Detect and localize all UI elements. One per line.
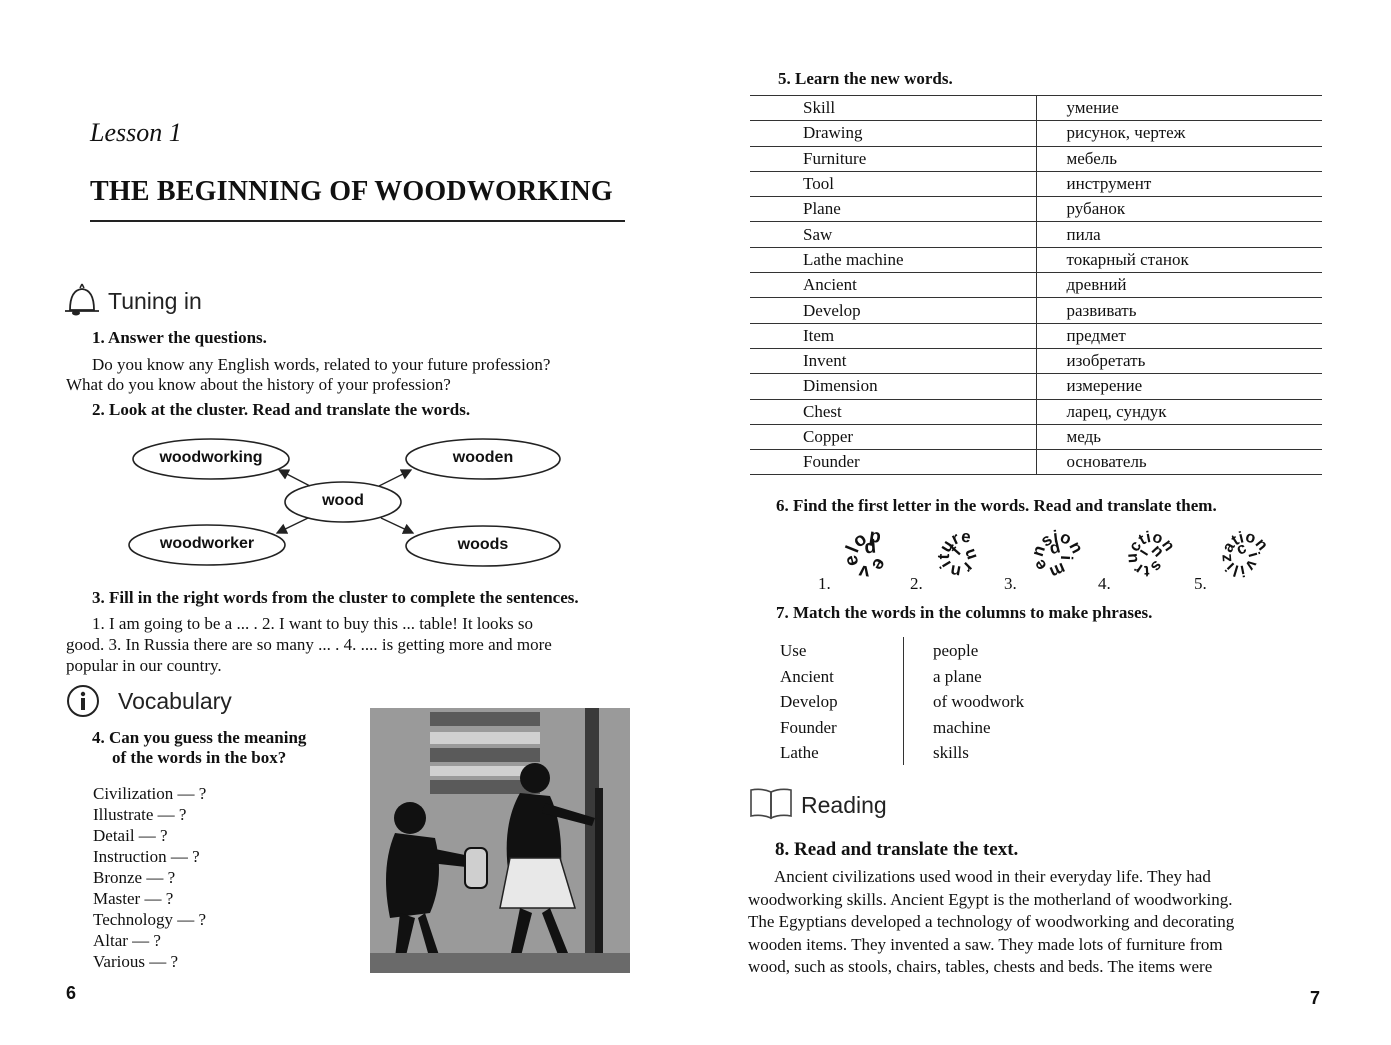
spiral-word-2 bbox=[928, 522, 998, 592]
table-row bbox=[750, 96, 1322, 121]
task-3-heading: 3. Fill in the right words from the cluster to complete the sentences. bbox=[92, 588, 579, 607]
match-right-item: people bbox=[933, 641, 979, 660]
spiral-number: 3. bbox=[1004, 574, 1017, 593]
word-en: Ancient bbox=[750, 273, 1036, 298]
task-4-line-1: 4. Can you guess the meaning bbox=[92, 728, 307, 747]
vocab-item: Altar — ? bbox=[93, 931, 161, 950]
match-right-item: machine bbox=[933, 717, 991, 737]
cluster-node-woodworking: woodworking bbox=[159, 449, 263, 466]
word-ru: древний bbox=[1036, 273, 1322, 298]
word-en: Furniture bbox=[750, 146, 1036, 171]
spiral-number: 1. bbox=[818, 574, 831, 593]
table-row bbox=[750, 399, 1322, 424]
vocab-item: Illustrate — ? bbox=[93, 805, 187, 824]
word-en: Saw bbox=[750, 222, 1036, 247]
spiral-text: dimension bbox=[1027, 526, 1087, 583]
vocab-item: Instruction — ? bbox=[93, 847, 200, 866]
table-row bbox=[750, 222, 1322, 247]
word-ru: ларец, сундук bbox=[1036, 399, 1322, 424]
match-left-item: Lathe bbox=[780, 743, 819, 762]
task-2-heading: 2. Look at the cluster. Read and translate the words. bbox=[92, 400, 471, 419]
tuning-in-heading: Tuning in bbox=[108, 288, 202, 314]
cluster-node-wood: wood bbox=[322, 492, 364, 509]
open-book-icon bbox=[748, 786, 794, 820]
table-row bbox=[750, 171, 1322, 196]
spiral-text: instruction bbox=[1123, 528, 1178, 580]
vocab-item: Various — ? bbox=[93, 952, 178, 971]
vocabulary-box bbox=[93, 783, 206, 972]
task-1-line-1: Do you know any English words, related to your future profession? bbox=[92, 355, 551, 374]
egyptian-woodworkers-image bbox=[370, 708, 630, 973]
word-ru: предмет bbox=[1036, 323, 1322, 348]
match-left-item: Ancient bbox=[780, 666, 834, 686]
reading-line: wood, such as stools, chairs, tables, chests and beds. The items were bbox=[748, 957, 1213, 976]
word-ru: умение bbox=[1036, 96, 1322, 121]
match-left-item: Develop bbox=[780, 692, 838, 711]
word-ru: медь bbox=[1036, 424, 1322, 449]
svg-text:civilization bbox=[1218, 529, 1271, 579]
word-en: Skill bbox=[750, 96, 1036, 121]
cluster-node-wooden: wooden bbox=[452, 449, 514, 466]
task-1-heading: 1. Answer the questions. bbox=[92, 328, 267, 347]
match-right-item: a plane bbox=[933, 666, 982, 686]
match-right-item: skills bbox=[933, 743, 969, 762]
spiral-text: develop bbox=[840, 525, 891, 583]
word-en: Dimension bbox=[750, 374, 1036, 399]
vocab-item: Bronze — ? bbox=[93, 868, 176, 887]
vocab-item: Master — ? bbox=[93, 889, 174, 908]
task-4-line-2: of the words in the box? bbox=[112, 748, 287, 767]
table-row bbox=[750, 197, 1322, 222]
word-ru: рисунок, чертеж bbox=[1036, 121, 1322, 146]
cluster-node-woods: woods bbox=[457, 536, 509, 553]
table-row bbox=[750, 450, 1322, 475]
word-ru: инструмент bbox=[1036, 171, 1322, 196]
info-icon bbox=[66, 684, 100, 718]
spiral-word-1 bbox=[836, 522, 906, 592]
word-en: Invent bbox=[750, 348, 1036, 373]
task-3-line-2: good. 3. In Russia there are so many ... . 4. .... is getting more and more bbox=[66, 635, 552, 654]
word-en: Plane bbox=[750, 197, 1036, 222]
word-ru: рубанок bbox=[1036, 197, 1322, 222]
spiral-word-3 bbox=[1022, 522, 1092, 592]
bell-icon bbox=[62, 282, 102, 318]
match-left-item: Use bbox=[780, 641, 807, 660]
table-row bbox=[750, 273, 1322, 298]
word-ru: развивать bbox=[1036, 298, 1322, 323]
cluster-node-woodworker: woodworker bbox=[159, 535, 255, 552]
word-en: Founder bbox=[750, 450, 1036, 475]
word-cluster bbox=[125, 430, 570, 580]
lesson-number: Lesson 1 bbox=[90, 118, 182, 147]
word-en: Chest bbox=[750, 399, 1036, 424]
vocab-item: Technology — ? bbox=[93, 910, 207, 929]
task-3-line-3: popular in our country. bbox=[66, 656, 222, 675]
svg-text:instruction bbox=[1124, 529, 1178, 579]
spiral-word-5 bbox=[1210, 522, 1280, 592]
table-row bbox=[750, 348, 1322, 373]
spiral-number: 2. bbox=[910, 574, 923, 593]
table-row bbox=[750, 247, 1322, 272]
svg-text:develop bbox=[840, 525, 890, 582]
word-en: Copper bbox=[750, 424, 1036, 449]
word-ru: токарный станок bbox=[1036, 247, 1322, 272]
task-8-heading: 8. Read and translate the text. bbox=[775, 839, 1019, 860]
task-6-heading: 6. Find the first letter in the words. Read and translate them. bbox=[776, 496, 1217, 515]
reading-line: Ancient civilizations used wood in their everyday life. They had bbox=[774, 867, 1211, 886]
word-ru: изобретать bbox=[1036, 348, 1322, 373]
reading-line: The Egyptians developed a technology of woodworking and decorating bbox=[748, 912, 1235, 931]
word-en: Lathe machine bbox=[750, 247, 1036, 272]
table-row bbox=[750, 121, 1322, 146]
word-ru: мебель bbox=[1036, 146, 1322, 171]
task-1-line-2: What do you know about the history of your profession? bbox=[66, 375, 451, 394]
spiral-number: 4. bbox=[1098, 574, 1111, 593]
table-row bbox=[750, 424, 1322, 449]
reading-text bbox=[748, 866, 1323, 979]
match-column-divider bbox=[903, 637, 904, 765]
table-row bbox=[750, 374, 1322, 399]
word-ru: пила bbox=[1036, 222, 1322, 247]
task-3-line-1: 1. I am going to be a ... . 2. I want to buy this ... table! It looks so bbox=[92, 614, 533, 633]
spiral-word-4 bbox=[1116, 522, 1186, 592]
vocab-item: Civilization — ? bbox=[93, 784, 207, 803]
match-left-item: Founder bbox=[780, 717, 837, 737]
spiral-text: furniture bbox=[933, 526, 983, 582]
vocab-item: Detail — ? bbox=[93, 826, 168, 845]
vocabulary-heading: Vocabulary bbox=[118, 688, 232, 714]
match-right-column bbox=[933, 638, 1024, 766]
new-words-table bbox=[750, 95, 1322, 475]
task-7-heading: 7. Match the words in the columns to make phrases. bbox=[776, 603, 1153, 622]
table-row bbox=[750, 298, 1322, 323]
spiral-words-row bbox=[800, 520, 1300, 600]
word-en: Tool bbox=[750, 171, 1036, 196]
reading-heading: Reading bbox=[801, 792, 887, 818]
page-number-left: 6 bbox=[66, 983, 77, 1003]
svg-text:furniture bbox=[934, 527, 983, 582]
task-5-heading: 5. Learn the new words. bbox=[778, 69, 953, 88]
match-left-column bbox=[780, 638, 838, 766]
reading-line: wooden items. They invented a saw. They made lots of furniture from bbox=[748, 934, 1223, 954]
spiral-text: civilization bbox=[1217, 528, 1271, 580]
word-en: Drawing bbox=[750, 121, 1036, 146]
table-row bbox=[750, 146, 1322, 171]
spiral-number: 5. bbox=[1194, 574, 1207, 593]
word-en: Item bbox=[750, 323, 1036, 348]
page-number-right: 7 bbox=[1310, 988, 1321, 1008]
reading-line: woodworking skills. Ancient Egypt is the motherland of woodworking. bbox=[748, 889, 1233, 909]
svg-text:dimension bbox=[1028, 527, 1087, 582]
page-title: THE BEGINNING OF WOODWORKING bbox=[90, 176, 613, 207]
title-divider bbox=[90, 220, 625, 222]
word-en: Develop bbox=[750, 298, 1036, 323]
match-right-item: of woodwork bbox=[933, 692, 1025, 711]
word-ru: основатель bbox=[1036, 450, 1322, 475]
word-ru: измерение bbox=[1036, 374, 1322, 399]
table-row bbox=[750, 323, 1322, 348]
